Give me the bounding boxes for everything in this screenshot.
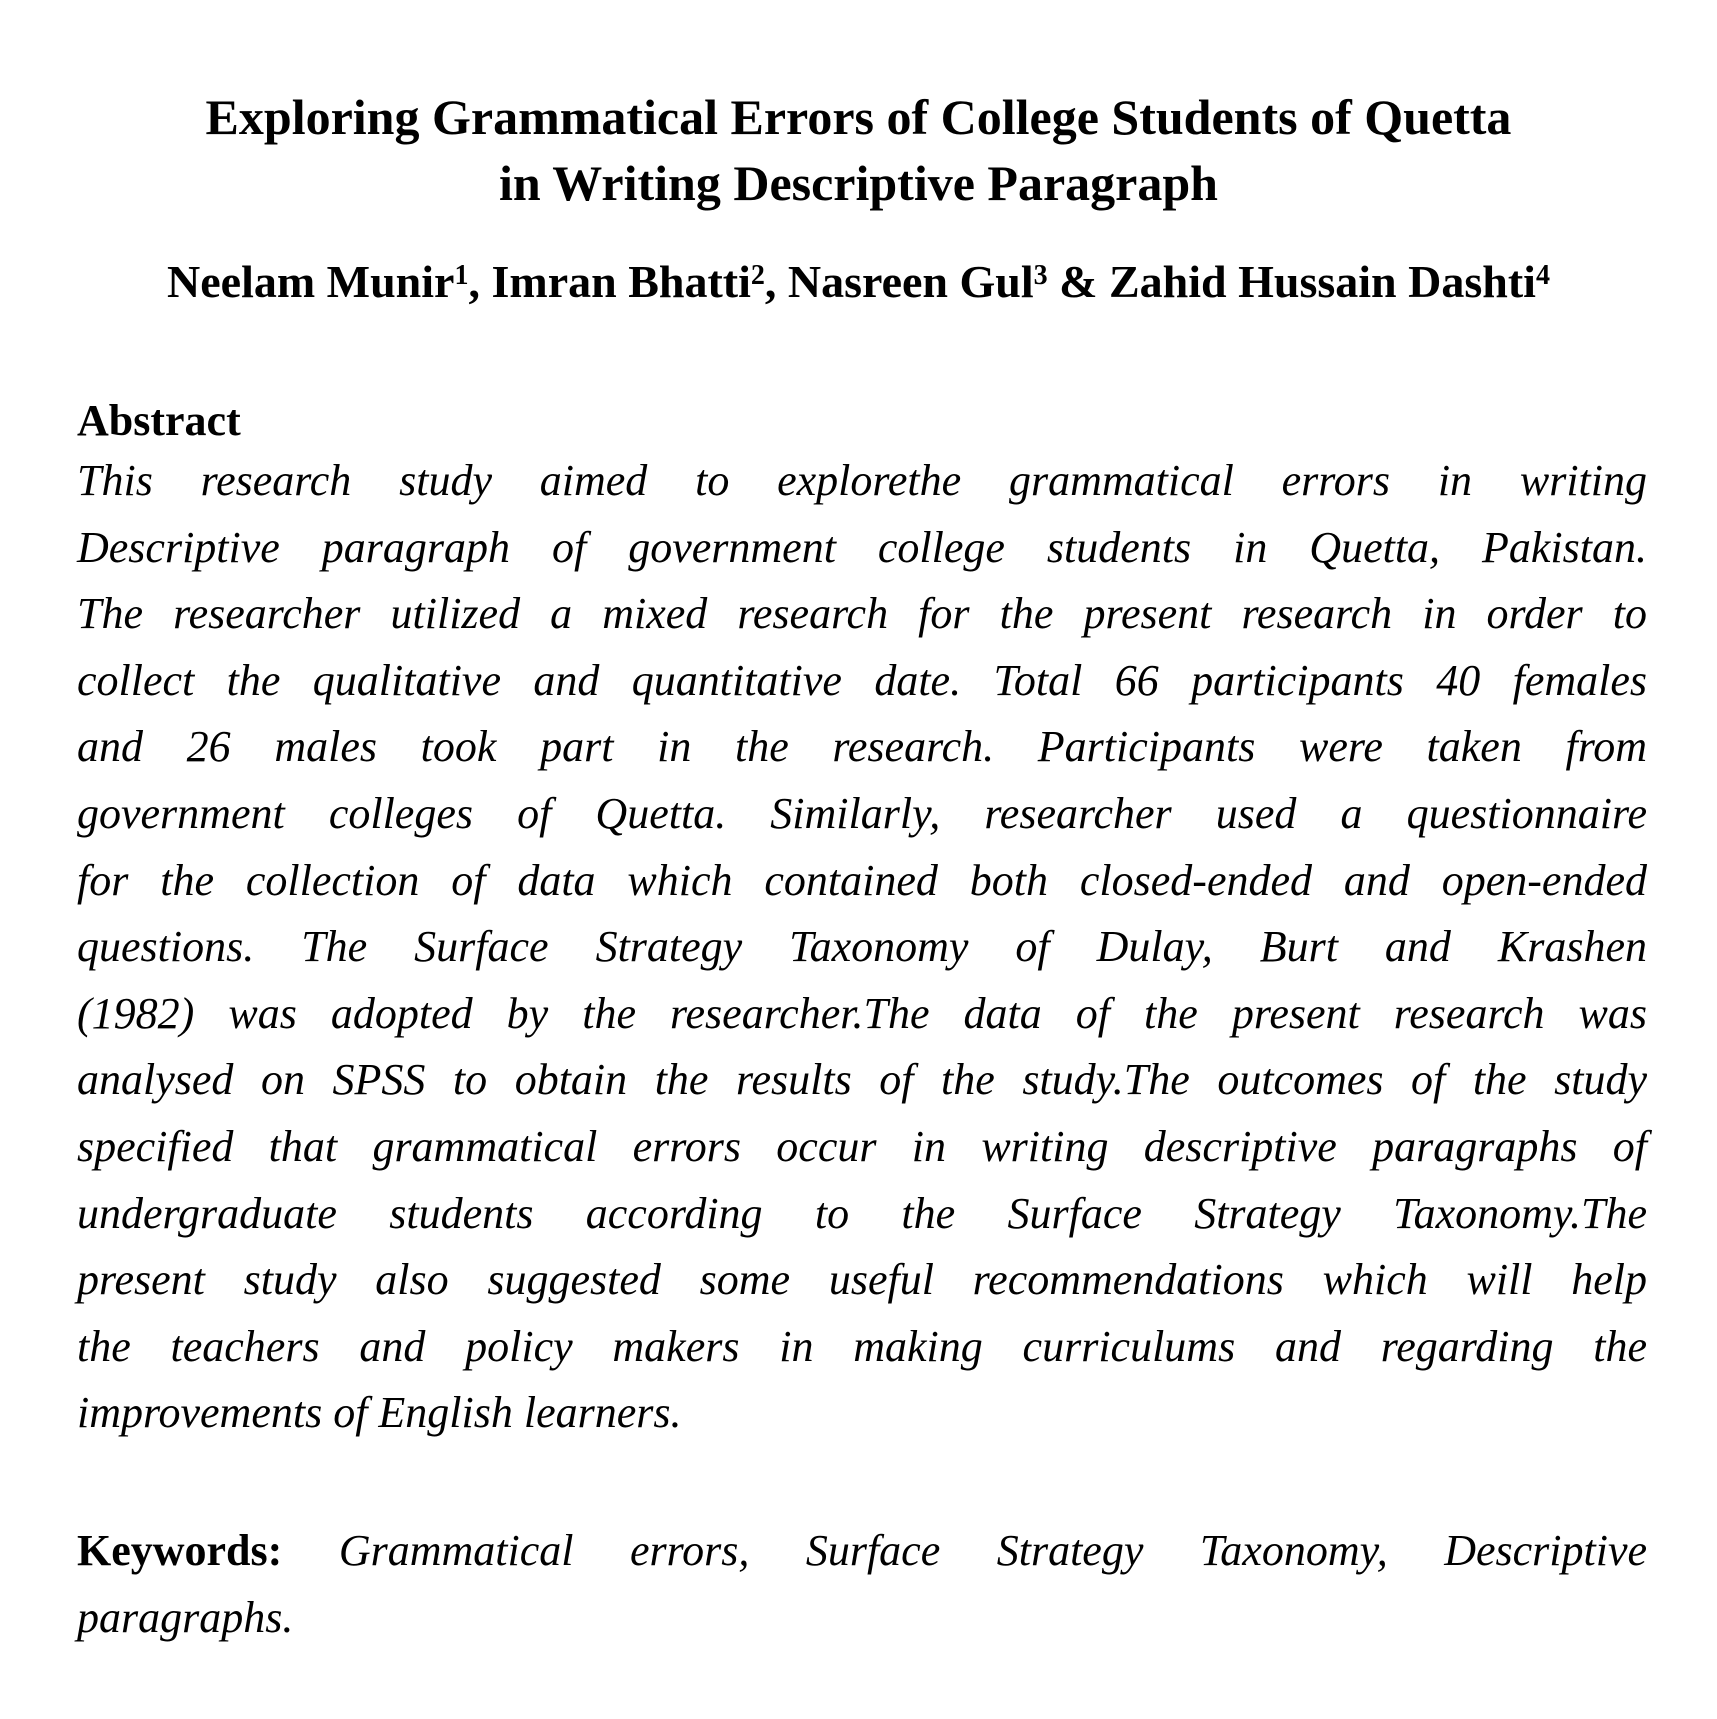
keywords-label: Keywords: bbox=[77, 1526, 283, 1575]
abstract-line: and 26 males took part in the research. Participants were taken from bbox=[77, 722, 1647, 772]
abstract-body bbox=[77, 448, 1647, 1447]
author-name: Zahid Hussain Dashti bbox=[1108, 256, 1536, 307]
abstract-line: (1982) was adopted by the researcher.The data of the present research was bbox=[77, 988, 1647, 1038]
abstract-line: Descriptive paragraph of government college students in Quetta, Pakistan. bbox=[77, 522, 1647, 572]
abstract-line: The researcher utilized a mixed research for the present research in order to bbox=[77, 589, 1647, 639]
abstract-line: analysed on SPSS to obtain the results of the study.The outcomes of the study bbox=[77, 1055, 1647, 1105]
abstract-line: questions. The Surface Strategy Taxonomy of Dulay, Burt and Krashen bbox=[77, 922, 1647, 972]
paper-title bbox=[0, 84, 1717, 216]
abstract-line: present study also suggested some useful recommendations which will help bbox=[77, 1255, 1647, 1305]
abstract-line: the teachers and policy makers in making curriculums and regarding the bbox=[77, 1321, 1647, 1371]
affiliation-mark: 1 bbox=[454, 260, 469, 291]
author-name: Neelam Munir bbox=[167, 256, 455, 307]
keywords-text: Grammatical errors, Surface Strategy Taxonomy, Descriptive bbox=[338, 1526, 1648, 1575]
keywords-line bbox=[77, 1518, 1647, 1585]
author-name: Imran Bhatti bbox=[491, 256, 751, 307]
author-list bbox=[0, 252, 1717, 312]
affiliation-mark: 4 bbox=[1535, 260, 1550, 291]
author-separator: & bbox=[1047, 256, 1109, 307]
title-line-2: in Writing Descriptive Paragraph bbox=[499, 155, 1218, 211]
author-separator: , bbox=[468, 256, 492, 307]
abstract-line: collect the qualitative and quantitative date. Total 66 participants 40 females bbox=[77, 655, 1647, 705]
author-separator: , bbox=[764, 256, 788, 307]
author-name: Nasreen Gul bbox=[787, 256, 1034, 307]
abstract-line: This research study aimed to explorethe grammatical errors in writing bbox=[77, 456, 1647, 505]
abstract-line: undergraduate students according to the Surface Strategy Taxonomy.The bbox=[77, 1188, 1647, 1238]
title-line-1: Exploring Grammatical Errors of College Students of Quetta bbox=[205, 89, 1512, 145]
keywords-line: paragraphs. bbox=[77, 1592, 294, 1642]
abstract-heading: Abstract bbox=[77, 396, 241, 445]
abstract-line: for the collection of data which contained both closed-ended and open-ended bbox=[77, 855, 1647, 905]
keywords-section bbox=[77, 1518, 1647, 1651]
affiliation-mark: 3 bbox=[1033, 260, 1048, 291]
affiliation-mark: 2 bbox=[750, 260, 765, 291]
abstract-line: improvements of English learners. bbox=[77, 1388, 682, 1438]
abstract-line: government colleges of Quetta. Similarly, researcher used a questionnaire bbox=[77, 788, 1647, 838]
abstract-line: specified that grammatical errors occur in writing descriptive paragraphs of bbox=[77, 1121, 1647, 1171]
